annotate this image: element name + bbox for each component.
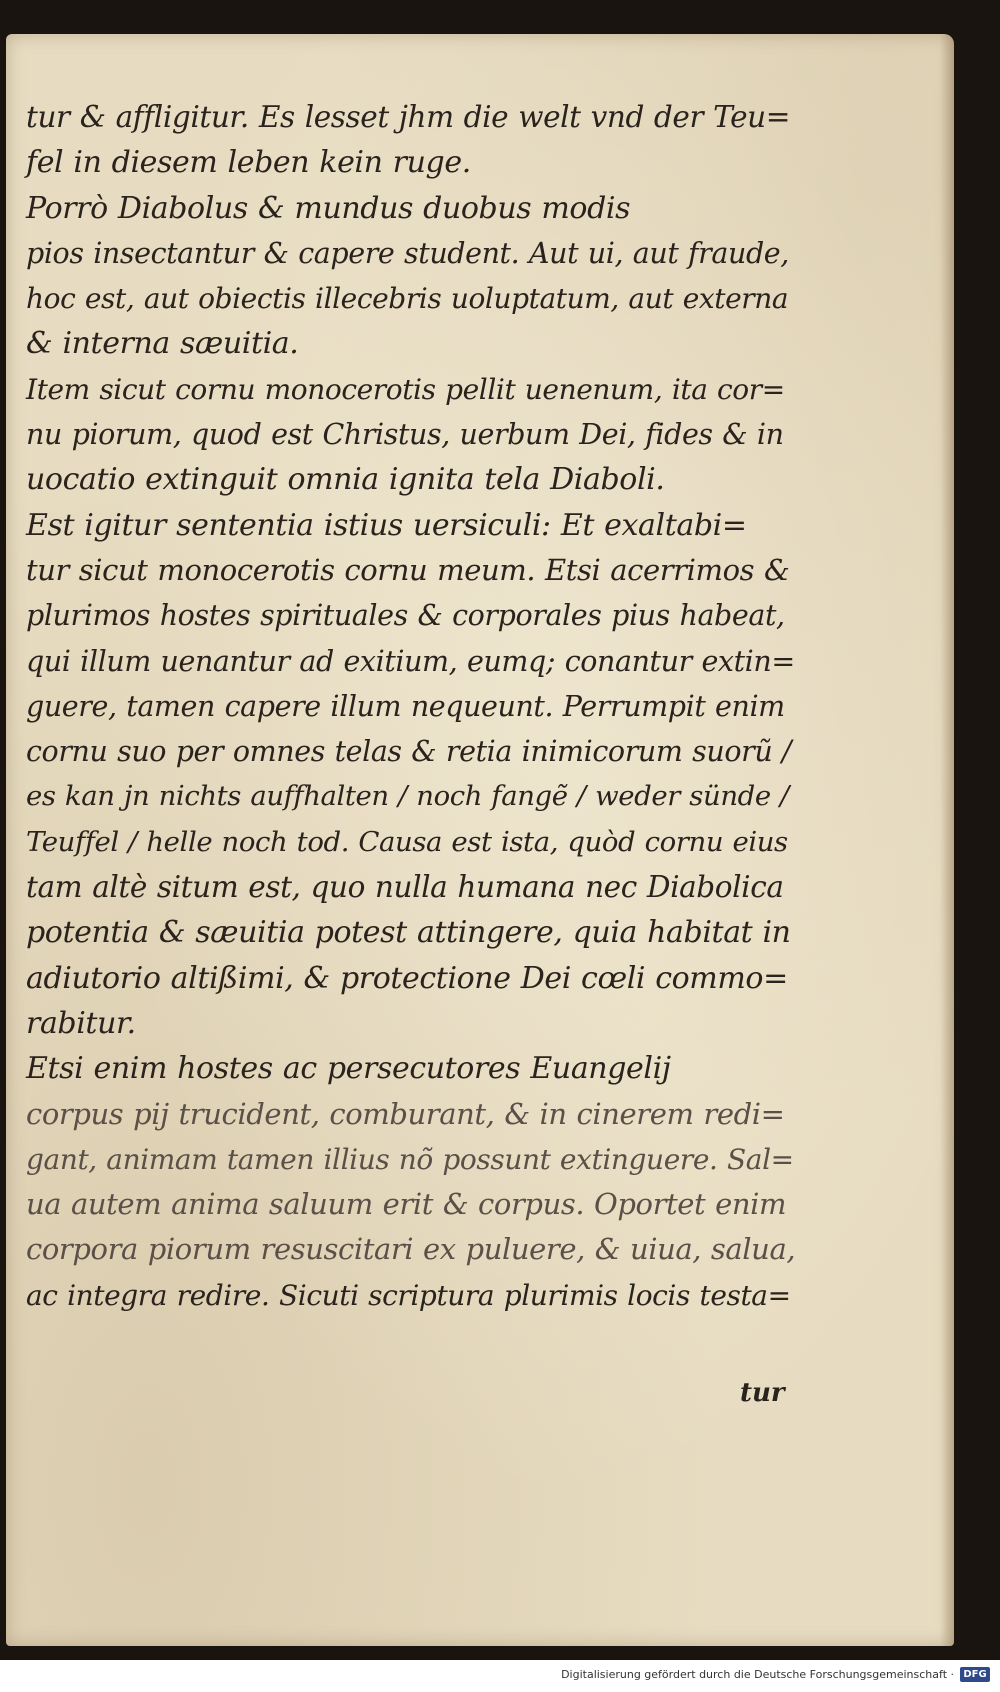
text-line: tur & affligitur. Es lesset jhm die welt vnd der Teu= — [26, 100, 791, 134]
dfg-logo-icon: DFG — [960, 1667, 990, 1682]
text-line: hoc est, aut obiectis illecebris uoluptatum, aut externa — [26, 282, 789, 316]
text-line: Teuffel / helle noch tod. Causa est ista, quòd cornu eius — [26, 825, 788, 858]
page-text-block — [26, 95, 796, 1318]
catchword: tur — [740, 1378, 785, 1408]
text-line: plurimos hostes spirituales & corporales pius habeat, — [26, 599, 785, 633]
text-line: es kan jn nichts auffhalten / noch fangẽ / weder sünde / — [26, 780, 789, 813]
text-line: uocatio extinguit omnia ignita tela Diaboli. — [26, 462, 665, 498]
text-line: corpus pij trucident, comburant, & in cinerem redi= — [26, 1096, 785, 1131]
text-line: Item sicut cornu monocerotis pellit uenenum, ita cor= — [26, 372, 785, 406]
text-line: cornu suo per omnes telas & retia inimicorum suorũ / — [26, 735, 792, 769]
digitization-footer — [0, 1660, 1000, 1692]
text-line: ac integra redire. Sicuti scriptura plurimis locis testa= — [26, 1278, 791, 1312]
page-edge-shadow — [940, 34, 954, 1646]
funding-credit: Digitalisierung gefördert durch die Deutsche Forschungsgemeinschaft · — [561, 1668, 954, 1681]
text-line: corpora piorum resuscitari ex puluere, & uiua, salua, — [26, 1232, 796, 1267]
text-line: Etsi enim hostes ac persecutores Euangelij — [26, 1051, 671, 1087]
text-line: ua autem anima saluum erit & corpus. Oportet enim — [26, 1187, 787, 1222]
text-line: gant, animam tamen illius nõ possunt extinguere. Sal= — [26, 1142, 794, 1176]
text-line: Est igitur sententia istius uersiculi: Et exaltabi= — [26, 507, 747, 543]
text-line: fel in diesem leben kein ruge. — [26, 145, 471, 181]
text-line: adiutorio altißimi, & protectione Dei cœli commo= — [26, 960, 788, 996]
text-line: guere, tamen capere illum nequeunt. Perrumpit enim — [26, 689, 785, 723]
text-line: qui illum uenantur ad exitium, eumq; conantur extin= — [26, 644, 795, 678]
text-line: nu piorum, quod est Christus, uerbum Dei, fides & in — [26, 418, 784, 452]
text-line: tam altè situm est, quo nulla humana nec Diabolica — [26, 870, 784, 905]
text-line: pios insectantur & capere student. Aut ui, aut fraude, — [26, 236, 789, 270]
text-line: potentia & sæuitia potest attingere, quia habitat in — [26, 915, 791, 951]
text-line: tur sicut monocerotis cornu meum. Etsi acerrimos & — [26, 552, 790, 587]
text-line: Porrò Diabolus & mundus duobus modis — [26, 190, 631, 226]
text-line: & interna sæuitia. — [26, 326, 299, 362]
text-line: rabitur. — [26, 1005, 136, 1041]
